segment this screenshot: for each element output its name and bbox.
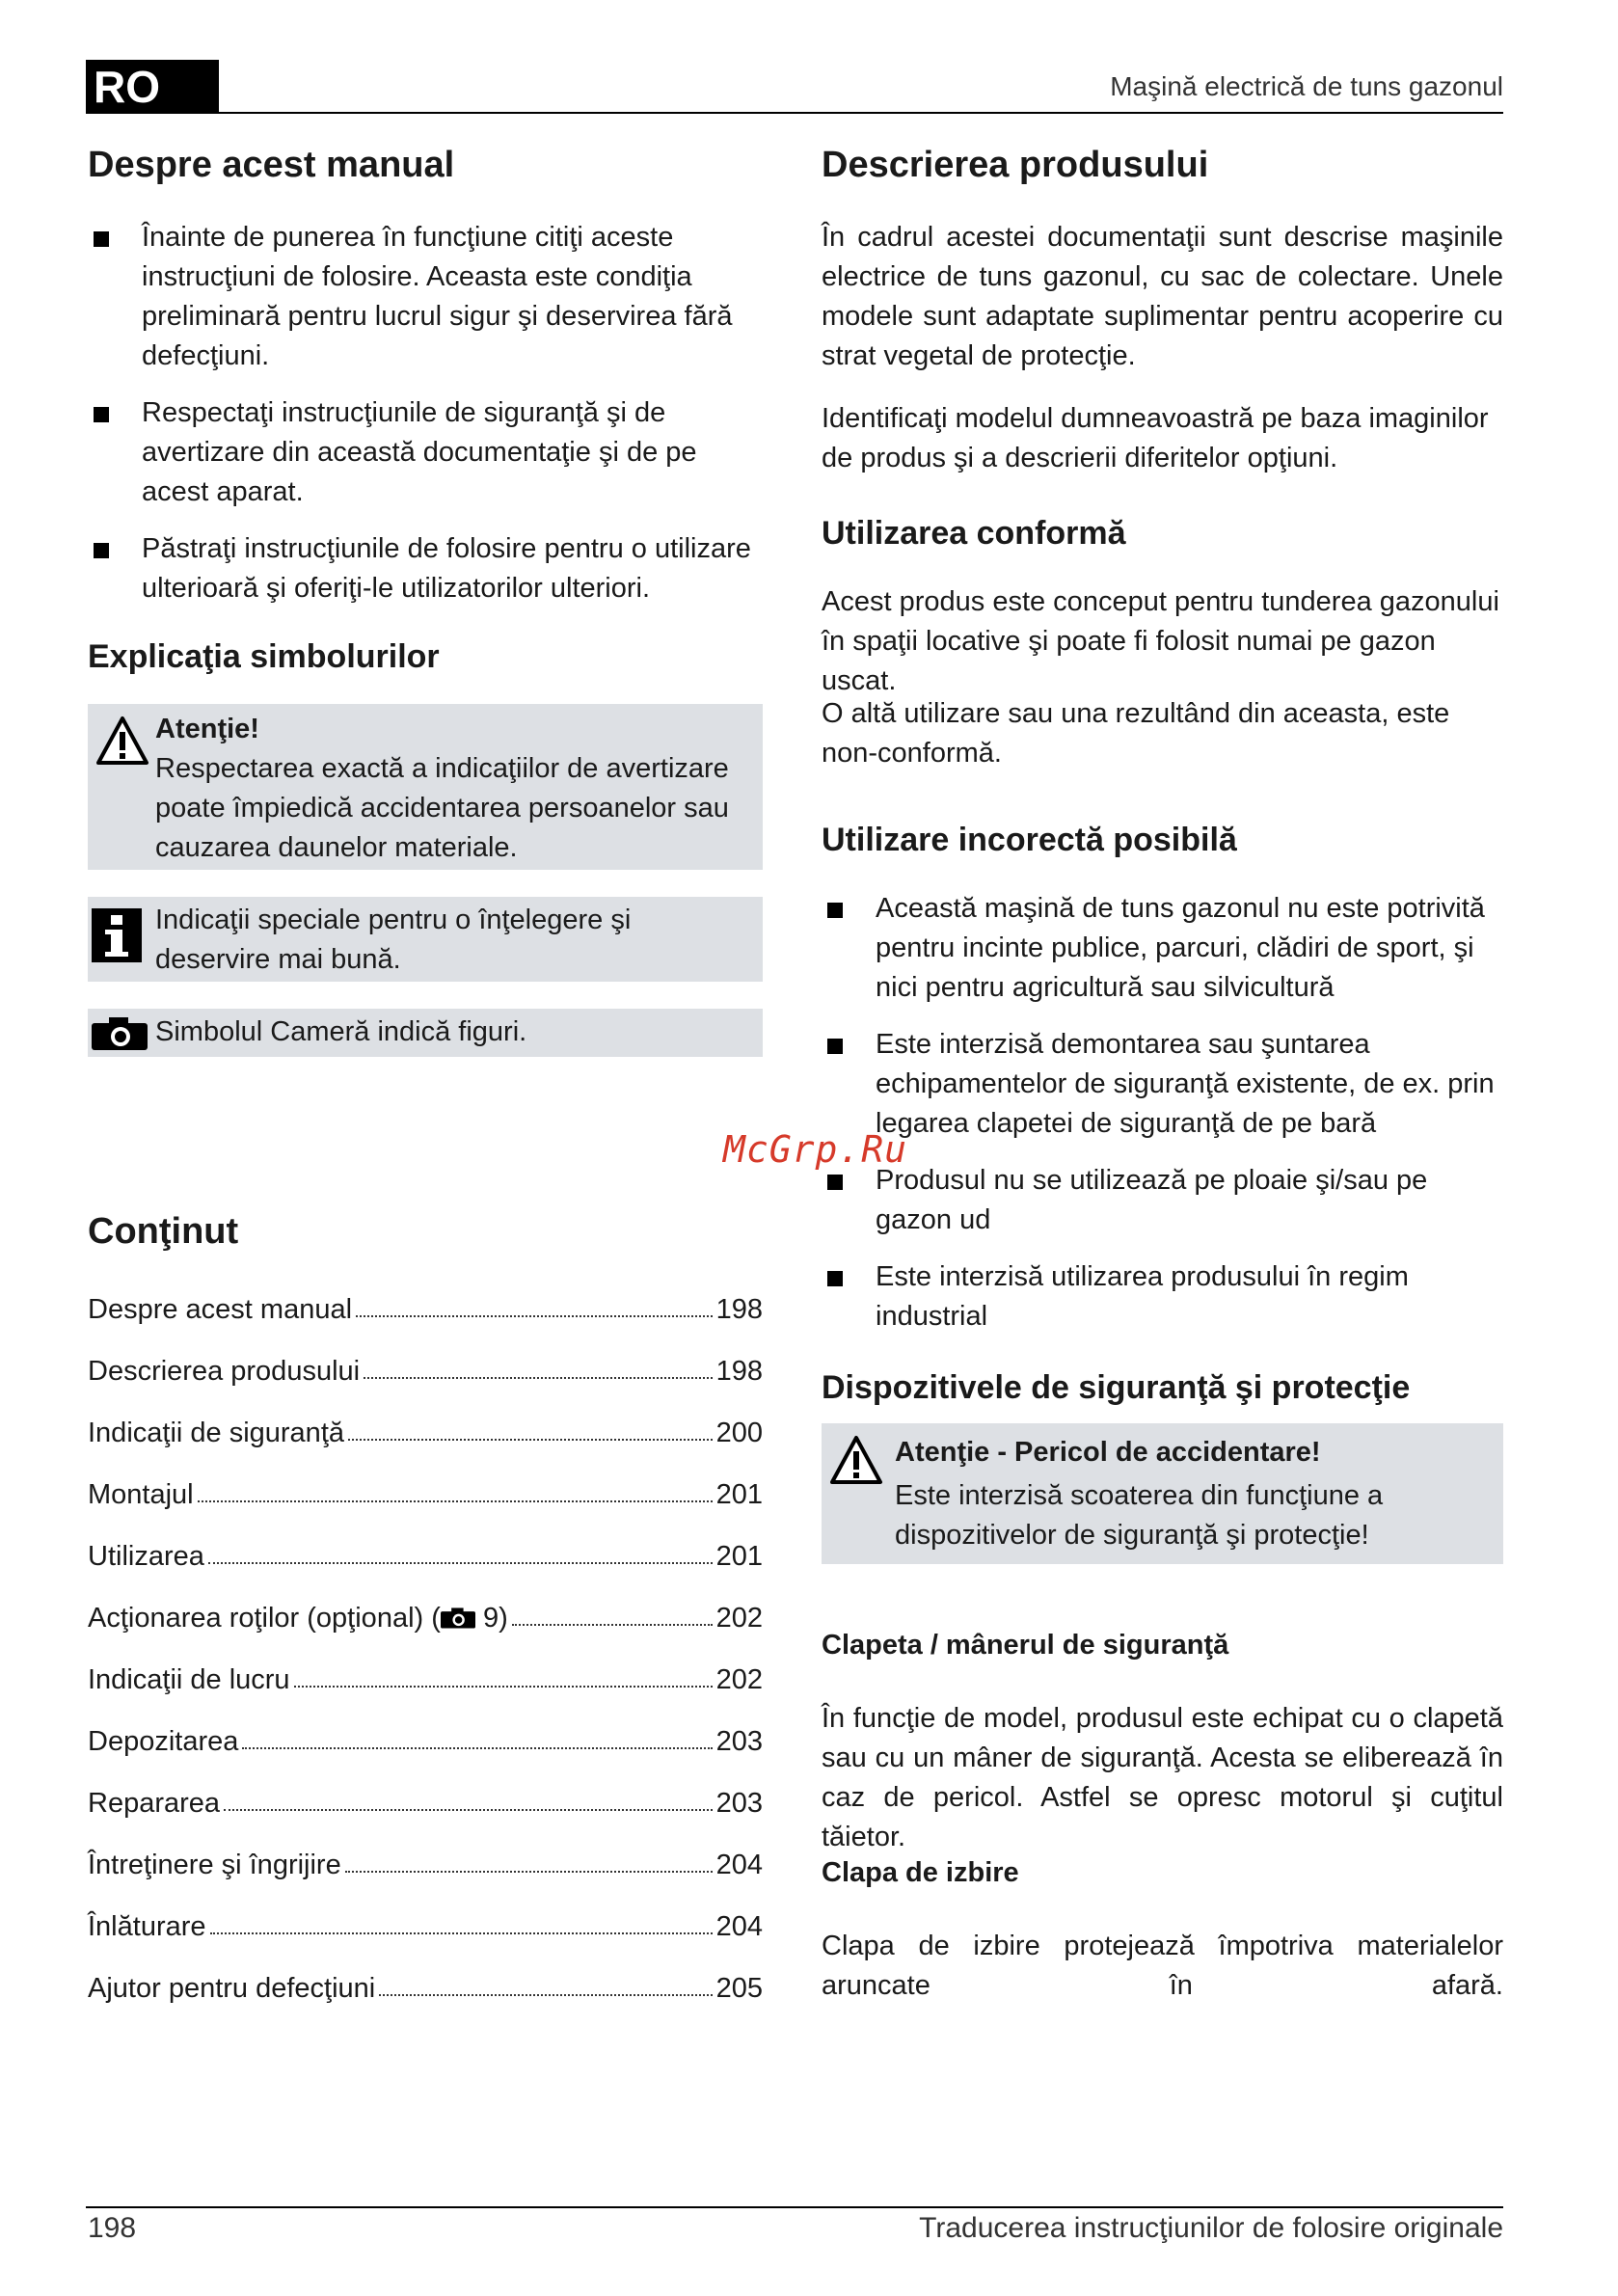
about-heading: Despre acest manual <box>88 145 455 185</box>
description-paragraph-1: În cadrul acestei documentaţii sunt descrise maşinile electrice de tuns gazonul, cu sac de colectare. Unele modele sunt adaptate suplimentar pentru acoperire cu strat vegetal de protecţie. <box>822 222 1503 371</box>
misuse-heading: Utilizare incorectă posibilă <box>822 822 1237 858</box>
toc-leader-dots <box>224 1809 713 1811</box>
header-rule <box>86 112 1503 114</box>
info-notice <box>88 897 763 982</box>
bullet-square-icon <box>827 1175 843 1190</box>
flap-heading: Clapeta / mânerul de siguranţă <box>822 1630 1229 1661</box>
toc-entry[interactable]: Ajutor pentru defecţiuni 205 <box>88 1973 763 2004</box>
danger-text: Este interzisă scoaterea din funcţiune a dispozitivelor de siguranţă şi protecţie! <box>895 1480 1384 1551</box>
list-item: Respectaţi instrucţiunile de siguranţă şi de avertizare din această documentaţie şi de pe acest aparat. <box>88 393 763 512</box>
list-item: Produsul nu se utilizează pe ploaie şi/sau pe gazon ud <box>822 1161 1503 1240</box>
impact-paragraph <box>822 1927 1503 2006</box>
info-icon <box>92 908 142 962</box>
footer-rule <box>86 2206 1503 2208</box>
toc-entry[interactable]: Întreţinere şi îngrijire 204 <box>88 1850 763 1880</box>
attention-notice <box>88 704 763 870</box>
list-item: Este interzisă demontarea sau şuntarea echipamentelor de siguranţă existente, de ex. prin legarea clapetei de siguranţă de pe bară <box>822 1025 1503 1144</box>
impact-heading: Clapa de izbire <box>822 1857 1019 1888</box>
bullet-square-icon <box>827 1039 843 1054</box>
list-item: Această maşină de tuns gazonul nu este potrivită pentru incinte publice, parcuri, clădiri de sport, şi nici pentru agricultură sau silvicultură <box>822 889 1503 1008</box>
camera-notice <box>88 1009 763 1057</box>
impact-text: Clapa de izbire protejează împotriva materialelor aruncate în afară. <box>822 1931 1503 2001</box>
toc-entry[interactable]: Descrierea produsului 198 <box>88 1356 763 1387</box>
attention-title: Atenţie! <box>155 714 259 744</box>
list-item: Înainte de punerea în funcţiune citiţi aceste instrucţiuni de folosire. Aceasta este condiţia preliminară pentru lucrul sigur şi deservirea fără defecţiuni. <box>88 218 763 376</box>
usage-paragraph-2: O altă utilizare sau una rezultând din aceasta, este non-conformă. <box>822 698 1450 769</box>
toc-leader-dots <box>208 1562 713 1564</box>
camera-text: Simbolul Cameră indică figuri. <box>155 1016 527 1047</box>
watermark: McGrp.Ru <box>723 1128 908 1171</box>
toc-leader-dots <box>198 1500 713 1502</box>
warning-triangle-icon <box>829 1435 883 1485</box>
usage-heading: Utilizarea conformă <box>822 515 1126 552</box>
toc-leader-dots <box>348 1439 713 1441</box>
toc-entry[interactable]: Depozitarea 203 <box>88 1726 763 1757</box>
toc-leader-dots <box>294 1686 713 1688</box>
danger-title: Atenţie - Pericol de accidentare! <box>895 1437 1321 1468</box>
list-item: Este interzisă utilizarea produsului în regim industrial <box>822 1257 1503 1337</box>
bullet-square-icon <box>94 231 109 247</box>
info-text: Indicaţii speciale pentru o înţelegere şi deservire mai bună. <box>155 905 632 975</box>
warning-triangle-icon <box>95 716 149 766</box>
toc-entry[interactable]: Utilizarea 201 <box>88 1541 763 1572</box>
toc-leader-dots <box>356 1315 713 1317</box>
contents-heading: Conţinut <box>88 1211 239 1252</box>
camera-icon <box>92 1017 148 1050</box>
toc-entry[interactable]: Montajul 201 <box>88 1479 763 1510</box>
toc-leader-dots <box>512 1624 713 1626</box>
danger-notice <box>822 1423 1503 1564</box>
footer-text: Traducerea instrucţiunilor de folosire originale <box>919 2212 1503 2244</box>
description-paragraph-2: Identificaţi modelul dumneavoastră pe baza imaginilor de produs şi a descrierii diferitelor opţiuni. <box>822 403 1489 473</box>
bullet-square-icon <box>94 543 109 558</box>
bullet-square-icon <box>94 407 109 422</box>
toc-leader-dots <box>364 1377 713 1379</box>
bullet-square-icon <box>827 1271 843 1286</box>
page-number: 198 <box>88 2212 137 2244</box>
toc-entry[interactable]: Despre acest manual 198 <box>88 1294 763 1325</box>
toc-entry[interactable]: Indicaţii de lucru 202 <box>88 1664 763 1695</box>
bullet-square-icon <box>827 903 843 918</box>
language-tab: RO <box>86 60 219 114</box>
header-title: Maşină electrică de tuns gazonul <box>1110 71 1503 101</box>
toc-entry[interactable]: Acţionarea roţilor (opţional) ( 9) 202 <box>88 1603 763 1634</box>
toc-leader-dots <box>210 1932 713 1934</box>
symbols-heading: Explicaţia simbolurilor <box>88 638 440 675</box>
list-item: Păstraţi instrucţiunile de folosire pentru o utilizare ulterioară şi oferiţi-le utilizatorilor ulteriori. <box>88 529 763 608</box>
description-heading: Descrierea produsului <box>822 145 1209 185</box>
toc-leader-dots <box>242 1747 712 1749</box>
toc-entry[interactable]: Indicaţii de siguranţă 200 <box>88 1418 763 1448</box>
attention-text: Respectarea exactă a indicaţiilor de avertizare poate împiedică accidentarea persoanelor sau cauzarea daunelor materiale. <box>155 753 729 863</box>
toc-entry[interactable]: Înlăturare 204 <box>88 1911 763 1942</box>
flap-paragraph: În funcţie de model, produsul este echipat cu o clapetă sau cu un mâner de siguranţă. Acesta se eliberează în caz de pericol. Astfel se opresc motorul şi cuţitul tăietor. <box>822 1703 1503 1852</box>
about-bullet-list <box>88 218 763 626</box>
toc-leader-dots <box>379 1994 712 1996</box>
safety-heading: Dispozitivele de siguranţă şi protecţie <box>822 1369 1411 1406</box>
usage-paragraph-1: Acest produs este conceput pentru tunderea gazonului în spaţii locative şi poate fi folosit numai pe gazon uscat. <box>822 586 1499 696</box>
toc-leader-dots <box>345 1871 713 1873</box>
misuse-bullet-list <box>822 889 1503 1354</box>
toc-entry[interactable]: Repararea 203 <box>88 1788 763 1819</box>
camera-icon <box>441 1607 475 1629</box>
